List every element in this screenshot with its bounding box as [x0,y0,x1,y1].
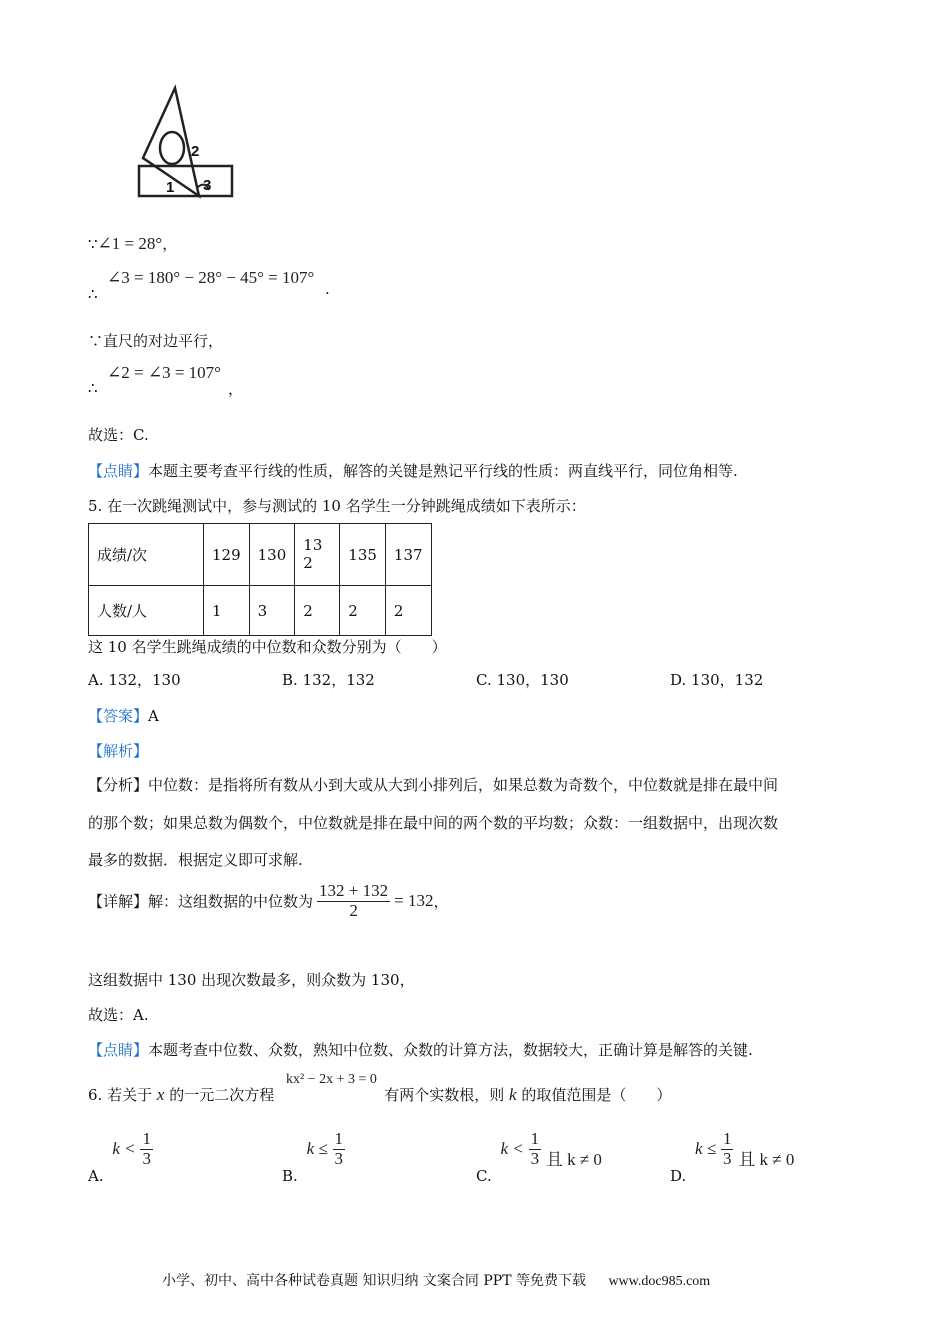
fraction-denominator: 3 [142,1148,151,1168]
fraction-numerator: 1 [722,1129,732,1148]
q6-option-c [476,1130,602,1185]
fenxi-text-1: 中位数：是指将所有数从小到大或从大到小排列后，如果总数为奇数个，中位数就是排在最中间 [148,776,779,794]
fraction-numerator: 1 [530,1129,540,1148]
table-cell: 13 2 [295,524,340,586]
option-fraction [140,1130,153,1168]
set-square-hole [160,132,184,164]
q6-option-b [282,1130,345,1185]
angle2-expression: ∠2 = ∠3 = 107° [107,363,221,382]
table-cell: 2 [295,586,340,636]
fenxi-line-2: 的那个数；如果总数为偶数个，中位数就是排在最中间的两个数的平均数；众数：一组数据中，出现次数 [88,814,779,832]
table-row [89,586,432,636]
geometry-figure [135,82,240,202]
figure-label-2: 2 [191,143,200,160]
q5-option-d: D. 130，132 [670,671,764,689]
option-fraction [333,1130,346,1168]
angle1-expression: ∠1 = 28° [97,234,163,253]
q6-option-d [670,1130,794,1185]
footer-text: 小学、初中、高中各种试卷真题 知识归纳 文案合同 PPT 等免费下载 [162,1273,586,1289]
fenxi-bracket: 【分析】 [88,776,149,794]
fraction-denominator: 3 [334,1148,343,1168]
q5-option-c: C. 130，130 [476,671,569,689]
q5-choice: 故选：A. [88,1006,149,1024]
table-cell: 135 [340,524,386,586]
fraction-numerator: 1 [334,1129,343,1148]
table-cell: 成绩/次 [89,524,204,586]
variable-k: k [509,1085,517,1104]
figure-label-3: 3 [203,177,212,194]
median-fraction [317,882,390,920]
comment-bracket: 【点睛】 [88,1041,149,1059]
table-row [89,524,432,586]
because-symbol: ∵ [88,235,98,253]
median-result: = 132 [394,891,434,911]
stem-mid: 的一元二次方程 [169,1086,275,1104]
comment-text: 本题考查中位数、众数，熟知中位数、众数的计算方法，数据较大，正确计算是解答的关键. [148,1041,753,1059]
fraction-denominator: 2 [349,900,358,920]
fraction-denominator: 3 [722,1148,732,1168]
fenxi-line-3: 最多的数据．根据定义即可求解. [88,851,303,869]
page-footer [162,1270,710,1290]
answer-bracket: 【答案】 [88,707,149,725]
fraction-numerator: 1 [142,1129,151,1148]
therefore-symbol-1: ∴ [88,285,98,303]
detail-text: 解：这组数据的中位数为 [148,892,314,911]
angle2-tail: ， [228,380,244,398]
variable-x: x [156,1085,165,1104]
option-label: A. [88,1167,104,1186]
answer-text: A [148,707,159,725]
option-condition: 且 k ≠ 0 [738,1150,795,1170]
table-cell: 2 [340,586,386,636]
q4-comment [88,460,738,481]
q5-comment [88,1039,753,1060]
option-label: D. [670,1167,687,1186]
detail-line [88,882,448,920]
q4-step1 [88,233,177,254]
analysis-heading: 【解析】 [88,742,149,760]
stem-end: 的取值范围是（ ） [521,1086,672,1104]
fraction-denominator: 3 [530,1148,540,1168]
q5-question: 这 10 名学生跳绳成绩的中位数和众数分别为（ ） [88,638,447,656]
table-cell: 129 [204,524,250,586]
detail-bracket: 【详解】 [88,892,149,911]
table-cell: 130 [249,524,295,586]
comment-text: 本题主要考查平行线的性质，解答的关键是熟记平行线的性质：两直线平行，同位角相等. [148,462,738,480]
option-relation: k ≤ [695,1139,717,1159]
table-cell: 人数/人 [89,586,204,636]
q5-answer [88,705,159,726]
angle3-expression: ∠3 = 180° − 28° − 45° = 107° [107,268,315,287]
option-label: B. [282,1167,298,1186]
table-cell: 2 [385,586,431,636]
angle3-tail: . [325,280,330,298]
table-cell: 137 [385,524,431,586]
option-relation: k < [112,1139,136,1159]
q5-option-b: B. 132，132 [282,671,375,689]
q5-stem: 5. 在一次跳绳测试中，参与测试的 10 名学生一分钟跳绳成绩如下表所示： [88,497,586,515]
q6-option-a [88,1130,153,1185]
ruler-shape [139,166,232,196]
comment-bracket: 【点睛】 [88,462,149,480]
q5-option-a: A. 132，130 [88,671,181,689]
therefore-symbol-2: ∴ [88,379,98,397]
option-relation: k ≤ [306,1139,328,1159]
figure-label-1: 1 [166,179,175,196]
fraction-numerator: 132 + 132 [319,881,389,900]
q6-stem [88,1084,671,1105]
q4-parallel-reason: ∵直尺的对边平行， [88,332,224,350]
angle1-tail: ， [162,235,178,253]
option-label: C. [476,1167,492,1186]
table-cell: 3 [249,586,295,636]
detail-tail: ， [433,892,449,911]
option-condition: 且 k ≠ 0 [545,1150,602,1170]
option-fraction [721,1130,734,1168]
option-relation: k < [500,1139,524,1159]
score-table [88,523,432,636]
stem-post: 有两个实数根，则 [384,1086,505,1104]
q4-choice: 故选：C. [88,426,149,444]
stem-pre: 6. 若关于 [88,1086,153,1104]
fenxi-line-1 [88,774,778,795]
option-fraction [529,1130,542,1168]
mode-line: 这组数据中 130 出现次数最多，则众数为 130， [88,971,415,989]
table-cell: 1 [204,586,250,636]
footer-site-link[interactable]: www.doc985.com [608,1274,711,1289]
q6-equation: kx² − 2x + 3 = 0 [286,1072,377,1087]
